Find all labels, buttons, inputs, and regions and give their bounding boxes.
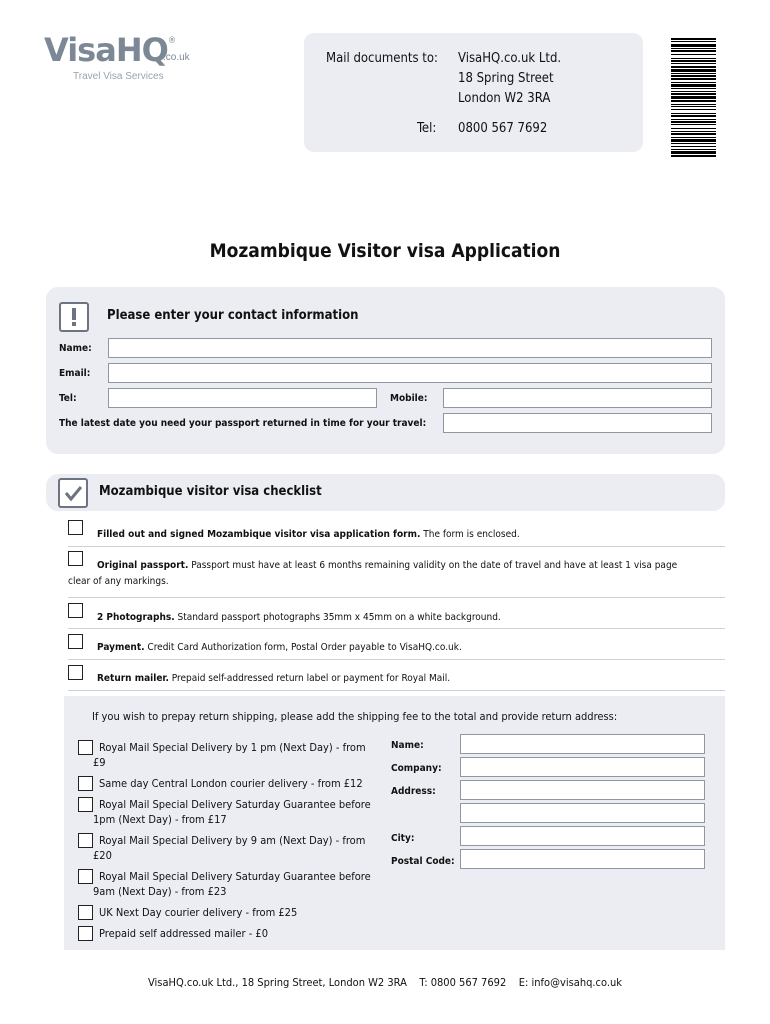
shipping-option-5: Royal Mail Special Delivery Saturday Guarantee before xyxy=(99,870,371,883)
tel-field-label: Tel: xyxy=(59,393,77,404)
shipping-option-4: Royal Mail Special Delivery by 9 am (Next Day) - from xyxy=(99,834,366,847)
return-name-label: Name: xyxy=(391,740,424,751)
divider xyxy=(68,546,725,547)
page-title: Mozambique Visitor visa Application xyxy=(209,240,561,262)
shipping-option-6: UK Next Day courier delivery - from £25 xyxy=(99,906,298,919)
shipping-checkbox-7[interactable] xyxy=(78,926,93,941)
return-address-field-1[interactable] xyxy=(460,780,705,800)
return-postal-label: Postal Code: xyxy=(391,856,455,867)
name-label: Name: xyxy=(59,343,92,354)
mail-label: Mail documents to: xyxy=(326,51,438,66)
shipping-option-2: Same day Central London courier delivery - from £12 xyxy=(99,777,363,790)
tel-field[interactable] xyxy=(108,388,377,408)
return-city-field[interactable] xyxy=(460,826,705,846)
shipping-checkbox-5[interactable] xyxy=(78,869,93,884)
shipping-checkbox-3[interactable] xyxy=(78,797,93,812)
shipping-checkbox-6[interactable] xyxy=(78,905,93,920)
checklist-checkbox-passport[interactable] xyxy=(68,551,83,566)
mail-line3: London W2 3RA xyxy=(458,91,551,106)
checklist-checkbox-payment[interactable] xyxy=(68,634,83,649)
email-field[interactable] xyxy=(108,363,712,383)
barcode xyxy=(671,38,716,216)
checklist-item-mailer: Return mailer. Prepaid self-addressed return label or payment for Royal Mail. xyxy=(97,673,451,684)
divider xyxy=(68,597,725,598)
alert-icon xyxy=(59,302,89,332)
return-postal-field[interactable] xyxy=(460,849,705,869)
shipping-checkbox-1[interactable] xyxy=(78,740,93,755)
shipping-option-5-cont: 9am (Next Day) - from £23 xyxy=(93,885,227,898)
mail-line1: VisaHQ.co.uk Ltd. xyxy=(458,51,562,66)
footer: VisaHQ.co.uk Ltd., 18 Spring Street, London W2 3RA T: 0800 567 7692 E: info@visahq.co.uk xyxy=(148,976,622,989)
return-city-label: City: xyxy=(391,833,415,844)
shipping-option-4-cont: £20 xyxy=(93,849,112,862)
divider xyxy=(68,628,725,629)
checkmark-icon xyxy=(58,478,88,508)
visahq-logo xyxy=(44,30,214,90)
checklist-item-passport: Original passport. Passport must have at least 6 months remaining validity on the date of travel and have at least 1 visa page xyxy=(97,560,678,571)
tel-number: 0800 567 7692 xyxy=(458,121,548,136)
return-company-label: Company: xyxy=(391,763,442,774)
mobile-field[interactable] xyxy=(443,388,712,408)
return-address-label: Address: xyxy=(391,786,436,797)
contact-heading: Please enter your contact information xyxy=(107,308,359,323)
return-date-label: The latest date you need your passport returned in time for your travel: xyxy=(59,418,427,429)
shipping-option-3: Royal Mail Special Delivery Saturday Guarantee before xyxy=(99,798,371,811)
mail-address-box xyxy=(304,33,643,152)
shipping-option-1: Royal Mail Special Delivery by 1 pm (Next Day) - from xyxy=(99,741,366,754)
checklist-checkbox-photos[interactable] xyxy=(68,603,83,618)
return-address-field-2[interactable] xyxy=(460,803,705,823)
return-date-field[interactable] xyxy=(443,413,712,433)
shipping-checkbox-2[interactable] xyxy=(78,776,93,791)
logo-tagline: Travel Visa Services xyxy=(73,71,164,82)
shipping-option-1-cont: £9 xyxy=(93,756,106,769)
checklist-heading: Mozambique visitor visa checklist xyxy=(99,484,322,499)
mobile-label: Mobile: xyxy=(390,393,428,404)
divider xyxy=(68,659,725,660)
checklist-item-passport-cont: clear of any markings. xyxy=(68,576,169,587)
logo-wordmark: VisaHQ xyxy=(44,31,168,69)
checklist-item-payment: Payment. Credit Card Authorization form, Postal Order payable to VisaHQ.co.uk. xyxy=(97,642,462,653)
checklist-checkbox-form[interactable] xyxy=(68,520,83,535)
logo-registered-mark: ® xyxy=(168,36,177,46)
email-label: Email: xyxy=(59,368,91,379)
shipping-option-7: Prepaid self addressed mailer - £0 xyxy=(99,927,269,940)
return-name-field[interactable] xyxy=(460,734,705,754)
tel-label: Tel: xyxy=(417,121,437,136)
shipping-option-3-cont: 1pm (Next Day) - from £17 xyxy=(93,813,227,826)
divider xyxy=(68,690,725,691)
checklist-item-photos: 2 Photographs. Standard passport photographs 35mm x 45mm on a white background. xyxy=(97,612,501,623)
mail-line2: 18 Spring Street xyxy=(458,71,554,86)
shipping-checkbox-4[interactable] xyxy=(78,833,93,848)
checklist-item-form: Filled out and signed Mozambique visitor visa application form. The form is enclosed. xyxy=(97,529,520,540)
checklist-checkbox-mailer[interactable] xyxy=(68,665,83,680)
logo-tld: .co.uk xyxy=(163,52,190,63)
return-company-field[interactable] xyxy=(460,757,705,777)
shipping-intro: If you wish to prepay return shipping, please add the shipping fee to the total and provide return address: xyxy=(92,710,618,723)
name-field[interactable] xyxy=(108,338,712,358)
